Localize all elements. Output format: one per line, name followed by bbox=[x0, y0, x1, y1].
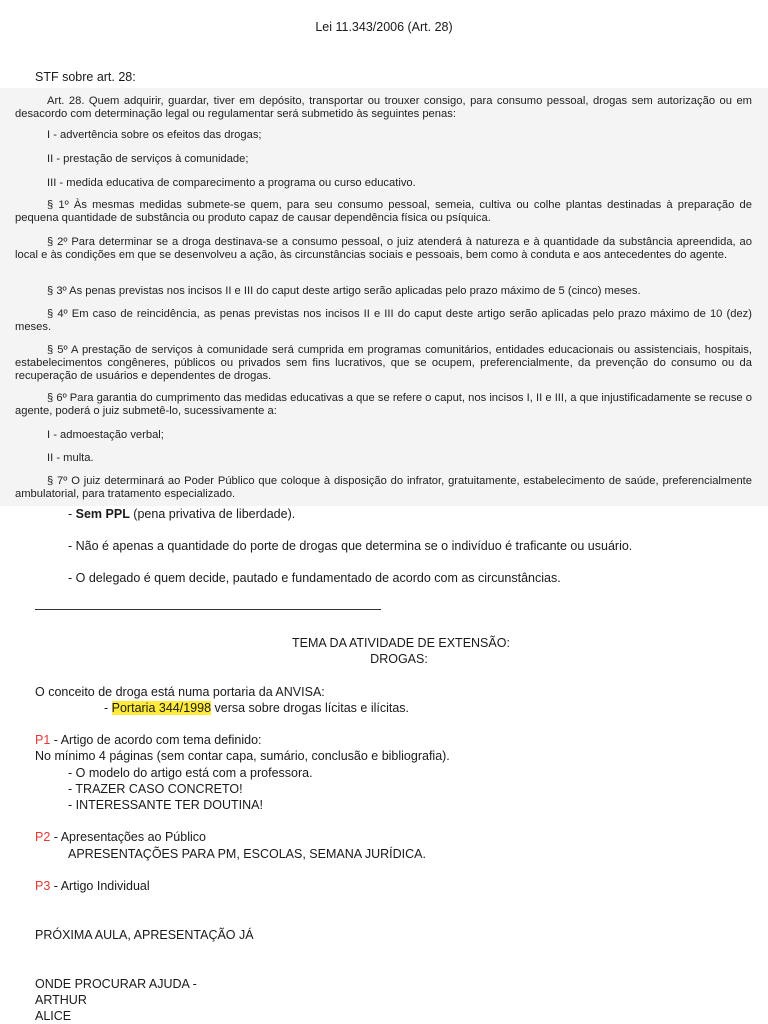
section-divider bbox=[35, 609, 381, 610]
p1-text: - Artigo de acordo com tema definido: bbox=[50, 733, 262, 747]
note-sem-ppl-rest: (pena privativa de liberdade). bbox=[129, 507, 296, 521]
art-28-caput: Art. 28. Quem adquirir, guardar, tiver em depósito, transportar ou trouxer consigo, para consumo pessoal, drogas sem autorização ou em desacordo com determinação legal ou regulamentar será submetido às seguintes penas: bbox=[15, 95, 752, 120]
p3-text: - Artigo Individual bbox=[50, 879, 150, 893]
portaria-rest: versa sobre drogas lícitas e ilícitas. bbox=[211, 701, 410, 715]
note-sem-ppl bbox=[68, 507, 295, 521]
p3-tag: P3 bbox=[35, 879, 51, 893]
p3-line bbox=[35, 879, 150, 893]
next-class-note: PRÓXIMA AULA, APRESENTAÇÃO JÁ bbox=[35, 928, 254, 942]
p1-bullet-doutrina: - INTERESSANTE TER DOUTINA! bbox=[68, 798, 263, 812]
paragraph-6: § 6º Para garantia do cumprimento das medidas educativas a que se refere o caput, nos incisos I, II e III, a que injustificadamente se recuse o agente, poderá o juiz submetê-lo, sucessivamente a: bbox=[15, 392, 752, 417]
anvisa-note: O conceito de droga está numa portaria da ANVISA: bbox=[35, 685, 325, 699]
p2-text: - Apresentações ao Público bbox=[50, 830, 206, 844]
law-excerpt bbox=[0, 88, 768, 506]
help-name-alice: ALICE bbox=[35, 1009, 72, 1023]
p1-tag: P1 bbox=[35, 733, 51, 747]
help-name-arthur: ARTHUR bbox=[35, 993, 87, 1007]
p1-line bbox=[35, 733, 262, 747]
inciso-2: II - prestação de serviços à comunidade; bbox=[47, 153, 249, 165]
inciso-3: III - medida educativa de comparecimento a programa ou curso educativo. bbox=[47, 177, 416, 189]
p1-bullet-modelo: - O modelo do artigo está com a professora. bbox=[68, 766, 313, 780]
paragraph-1: § 1º Às mesmas medidas submete-se quem, para seu consumo pessoal, semeia, cultiva ou colhe plantas destinadas à preparação de pequena quantidade de substância ou produto capaz de causar dependência física ou psíquica. bbox=[15, 199, 752, 224]
p1-requirements: No mínimo 4 páginas (sem contar capa, sumário, conclusão e bibliografia). bbox=[35, 749, 450, 763]
paragraph-6-inciso-2: II - multa. bbox=[47, 452, 94, 464]
note-delegado: - O delegado é quem decide, pautado e fundamentado de acordo com as circunstâncias. bbox=[68, 571, 561, 585]
p1-bullet-caso: - TRAZER CASO CONCRETO! bbox=[68, 782, 243, 796]
help-heading: ONDE PROCURAR AJUDA - bbox=[35, 977, 197, 991]
note-sem-ppl-strong: Sem PPL bbox=[75, 507, 130, 521]
stf-label: STF sobre art. 28: bbox=[35, 70, 136, 84]
portaria-note bbox=[104, 701, 409, 715]
paragraph-7: § 7º O juiz determinará ao Poder Público que coloque à disposição do infrator, gratuitamente, estabelecimento de saúde, preferencialmente ambulatorial, para tratamento especializado. bbox=[15, 475, 752, 500]
p2-tag: P2 bbox=[35, 830, 51, 844]
paragraph-4: § 4º Em caso de reincidência, as penas previstas nos incisos II e III do caput deste artigo serão aplicadas pelo prazo máximo de 10 (dez) meses. bbox=[15, 308, 752, 333]
note-quantidade: - Não é apenas a quantidade do porte de drogas que determina se o indivíduo é traficante ou usuário. bbox=[68, 539, 633, 553]
extension-heading: TEMA DA ATIVIDADE DE EXTENSÃO: bbox=[292, 636, 510, 650]
p2-line bbox=[35, 830, 206, 844]
inciso-1: I - advertência sobre os efeitos das drogas; bbox=[47, 129, 262, 141]
portaria-bullet: - bbox=[104, 701, 112, 715]
page-title: Lei 11.343/2006 (Art. 28) bbox=[315, 20, 453, 34]
paragraph-5: § 5º A prestação de serviços à comunidade será cumprida em programas comunitários, entidades educacionais ou assistenciais, hospitais, estabelecimentos congêneres, públicos ou privados sem fins lucrativos, que se ocupem, preferencialmente, da prevenção do consumo ou da recuperação de usuários e dependentes de drogas. bbox=[15, 344, 752, 382]
p2-audiences: APRESENTAÇÕES PARA PM, ESCOLAS, SEMANA JURÍDICA. bbox=[68, 847, 426, 861]
paragraph-6-inciso-1: I - admoestação verbal; bbox=[47, 429, 164, 441]
portaria-highlight: Portaria 344/1998 bbox=[111, 701, 212, 715]
note-bullet: - bbox=[68, 507, 76, 521]
paragraph-3: § 3º As penas previstas nos incisos II e III do caput deste artigo serão aplicadas pelo prazo máximo de 5 (cinco) meses. bbox=[47, 285, 641, 297]
paragraph-2: § 2º Para determinar se a droga destinava-se a consumo pessoal, o juiz atenderá à natureza e à quantidade da substância apreendida, ao local e às condições em que se desenvolveu a ação, às circunstâncias sociais e pessoais, bem como à conduta e aos antecedentes do agente. bbox=[15, 236, 752, 261]
extension-topic: DROGAS: bbox=[370, 652, 428, 666]
